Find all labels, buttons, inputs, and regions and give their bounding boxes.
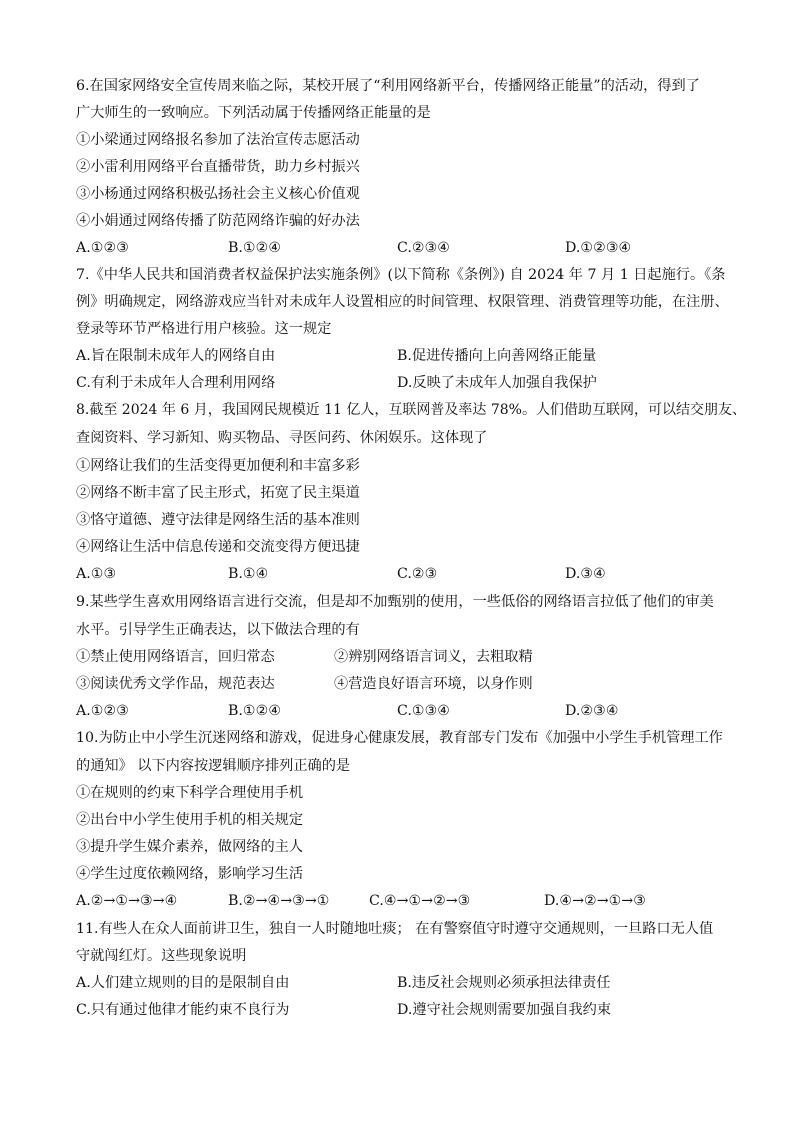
q9-stem-line-2: 水平。引导学生正确表达，以下做法合理的有 [76,622,360,638]
q6-option-c: C.②③④ [397,240,451,256]
q9-statement-4: ④营造良好语言环境，以身作则 [334,676,533,692]
q8-option-b: B.①④ [228,566,269,582]
q9-statements-row-1 [76,648,753,666]
q6-stem-line-1: 6.在国家网络安全宣传周来临之际，某校开展了“利用网络新平台，传播网络正能量”的活动，得到了 [76,78,700,94]
q10-statement-1: ①在规则的约束下科学合理使用手机 [76,785,304,801]
q6-stem-line-2: 广大师生的一致响应。下列活动属于传播网络正能量的是 [76,105,431,121]
q6-statement-3: ③小杨通过网络积极弘扬社会主义核心价值观 [76,186,360,202]
q11-option-d: D.遵守社会规则需要加强自我约束 [397,1002,612,1018]
q11-options-row-1 [76,974,753,992]
q7-option-a: A.旨在限制未成年人的网络自由 [76,348,276,364]
q9-option-c: C.①③④ [397,703,451,719]
q8-option-d: D.③④ [565,566,606,582]
q10-statement-3: ③提升学生媒介素养，做网络的主人 [76,839,304,855]
q11-option-a: A.人们建立规则的目的是限制自由 [76,975,290,991]
q6-statement-1: ①小梁通过网络报名参加了法治宣传志愿活动 [76,132,360,148]
q8-option-c: C.②③ [397,566,438,582]
q7-stem-line-1: 7.《中华人民共和国消费者权益保护法实施条例》(以下简称《条例》) 自 2024 年 7 月 1 日起施行。《条 [76,267,726,283]
q8-statement-4: ④网络让生活中信息传递和交流变得方便迅捷 [76,539,360,555]
q8-options [76,565,753,583]
q8-statement-1: ①网络让我们的生活变得更加便利和丰富多彩 [76,458,360,474]
q10-statement-4: ④学生过度依赖网络，影响学习生活 [76,866,304,882]
q6-option-b: B.①②④ [228,240,282,256]
q9-option-a: A.①②③ [76,703,129,719]
q6-option-a: A.①②③ [76,240,129,256]
q6-options [76,239,753,257]
q6-statement-2: ②小雷利用网络平台直播带货，助力乡村振兴 [76,159,360,175]
q7-stem-line-2: 例》明确规定，网络游戏应当针对未成年人设置相应的时间管理、权限管理、消费管理等功能，在注册、 [76,294,729,310]
q10-option-a: A.②→①→③→④ [76,893,178,909]
q7-stem-line-3: 登录等环节严格进行用户核验。这一规定 [76,321,332,337]
q9-option-d: D.②③④ [565,703,619,719]
q9-statement-1: ①禁止使用网络语言，回归常态 [76,649,275,665]
q10-stem-line-2: 的通知》 以下内容按逻辑顺序排列正确的是 [76,758,351,774]
q10-options [76,892,753,910]
q8-stem-line-1: 8.截至 2024 年 6 月，我国网民规模近 11 亿人，互联网普及率达 78%。人们借助互联网，可以结交朋友、 [76,402,746,418]
q11-option-c: C.只有通过他律才能约束不良行为 [76,1002,290,1018]
q7-option-d: D.反映了未成年人加强自我保护 [397,375,597,391]
q7-option-b: B.促进传播向上向善网络正能量 [397,348,597,364]
q10-option-c: C.④→①→②→③ [369,893,471,909]
q8-statement-3: ③恪守道德、遵守法律是网络生活的基本准则 [76,512,360,528]
q11-options-row-2 [76,1001,753,1019]
q10-option-b: B.②→④→③→① [228,893,330,909]
q7-option-c: C.有利于未成年人合理利用网络 [76,375,276,391]
q8-option-a: A.①③ [76,566,117,582]
q8-stem-line-2: 查阅资料、学习新知、购买物品、寻医问药、休闲娱乐。这体现了 [76,430,488,446]
q6-option-d: D.①②③④ [565,240,632,256]
q10-statement-2: ②出台中小学生使用手机的相关规定 [76,812,304,828]
q10-option-d: D.④→②→①→③ [544,893,646,909]
q9-stem-line-1: 9.某些学生喜欢用网络语言进行交流，但是却不加甄别的使用，一些低俗的网络语言拉低了他们的审美 [76,594,714,610]
q11-stem-line-2: 守就闯红灯。这些现象说明 [76,948,247,964]
q9-statement-2: ②辨别网络语言词义，去粗取精 [334,649,533,665]
q8-statement-2: ②网络不断丰富了民主形式，拓宽了民主渠道 [76,485,360,501]
q9-statements-row-2 [76,675,753,693]
q9-options [76,702,753,720]
q9-statement-3: ③阅读优秀文学作品，规范表达 [76,676,275,692]
q9-option-b: B.①②④ [228,703,282,719]
q7-options-row-1 [76,347,753,365]
q6-statement-4: ④小娟通过网络传播了防范网络诈骗的好办法 [76,213,360,229]
q11-option-b: B.违反社会规则必须承担法律责任 [397,975,611,991]
q10-stem-line-1: 10.为防止中小学生沉迷网络和游戏，促进身心健康发展，教育部专门发布《加强中小学生手机管理工作 [76,730,723,746]
q11-stem-line-1: 11.有些人在众人面前讲卫生，独自一人时随地吐痰； 在有警察值守时遵守交通规则，一旦路口无人值 [76,921,714,937]
q7-options-row-2 [76,374,753,392]
